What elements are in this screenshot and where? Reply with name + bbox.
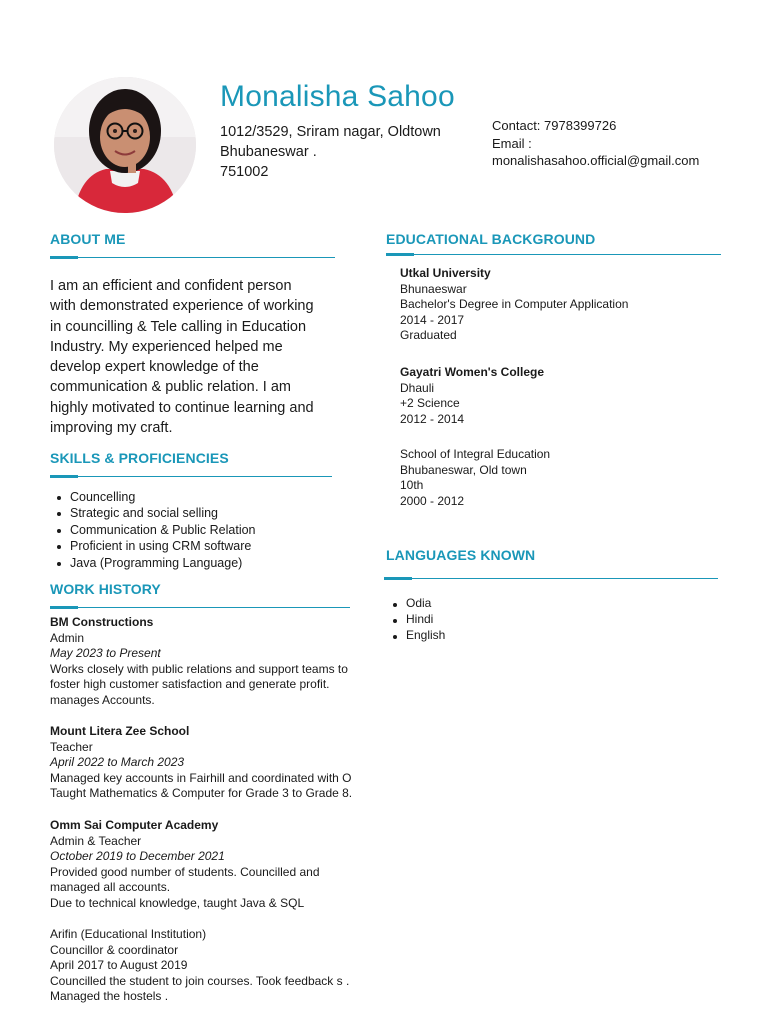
- education-institution: Gayatri Women's College: [400, 365, 545, 379]
- skills-heading: SKILLS & PROFICIENCIES: [50, 450, 229, 466]
- job-entry: [50, 927, 349, 1005]
- job-entry: [50, 724, 352, 802]
- address-line: 751002: [220, 164, 269, 180]
- job-line: Managed key accounts in Fairhill and coordinated with O: [50, 770, 352, 785]
- skill-item: Communication & Public Relation: [50, 522, 256, 538]
- job-line: Managed the hostels .: [50, 989, 169, 1004]
- skill-item: Councelling: [50, 489, 256, 505]
- about-line: develop expert knowledge of the: [50, 359, 259, 376]
- education-entry: [400, 447, 550, 509]
- about-line: improving my craft.: [50, 420, 173, 437]
- profile-photo: [54, 77, 196, 213]
- about-line: with demonstrated experience of working: [50, 298, 314, 315]
- languages-heading: LANGUAGES KNOWN: [386, 547, 536, 563]
- job-dates: April 2017 to August 2019: [50, 958, 188, 973]
- address-line: Bhubaneswar .: [220, 144, 317, 160]
- address: [220, 122, 441, 182]
- language-item: Hindi: [386, 612, 445, 628]
- job-line: managed all accounts.: [50, 880, 171, 895]
- work-divider: [50, 607, 350, 608]
- job-company: BM Constructions: [50, 615, 154, 629]
- job-line: Taught Mathematics & Computer for Grade 3 to Grade 8.: [50, 786, 353, 801]
- about-line: I am an efficient and confident person: [50, 278, 292, 294]
- contact-phone: Contact: 7978399726: [492, 118, 617, 133]
- about-line: highly motivated to continue learning and: [50, 399, 314, 416]
- skill-item: Proficient in using CRM software: [50, 538, 256, 554]
- education-line: Bachelor's Degree in Computer Application: [400, 297, 629, 312]
- job-role: Teacher: [50, 739, 93, 754]
- contact-email-label: Email :: [492, 135, 532, 151]
- job-role: Councillor & coordinator: [50, 942, 179, 957]
- job-line: Provided good number of students. Councilled and: [50, 864, 320, 879]
- skills-list: [50, 489, 256, 571]
- job-dates: April 2022 to March 2023: [50, 755, 185, 770]
- job-line: foster high customer satisfaction and generate profit.: [50, 677, 330, 692]
- about-line: Industry. My experienced helped me: [50, 338, 283, 355]
- education-entry: [400, 266, 628, 344]
- education-line: Bhubaneswar, Old town: [400, 462, 527, 477]
- job-entry: [50, 818, 320, 912]
- job-line: Works closely with public relations and support teams to: [50, 661, 348, 676]
- education-line: 2012 - 2014: [400, 411, 465, 426]
- education-heading: EDUCATIONAL BACKGROUND: [386, 231, 596, 247]
- job-line: manages Accounts.: [50, 692, 155, 707]
- job-role: Admin & Teacher: [50, 833, 142, 848]
- job-dates: October 2019 to December 2021: [50, 849, 225, 864]
- education-institution: Utkal University: [400, 266, 491, 280]
- about-line: communication & public relation. I am: [50, 379, 291, 396]
- skill-item: Strategic and social selling: [50, 505, 256, 521]
- job-company: Arifin (Educational Institution): [50, 927, 207, 941]
- about-line: in councilling & Tele calling in Education: [50, 318, 307, 335]
- education-line: 2000 - 2012: [400, 493, 465, 508]
- about-divider: [50, 257, 335, 258]
- education-line: Bhunaeswar: [400, 281, 467, 296]
- education-institution: School of Integral Education: [400, 447, 551, 461]
- skill-item: Java (Programming Language): [50, 555, 256, 571]
- languages-list: [386, 596, 445, 643]
- contact-info: [492, 117, 699, 170]
- job-dates: May 2023 to Present: [50, 646, 161, 661]
- job-role: Admin: [50, 630, 85, 645]
- education-divider: [386, 254, 721, 255]
- education-line: 10th: [400, 478, 424, 493]
- education-entry: [400, 365, 544, 427]
- candidate-name: Monalisha Sahoo: [220, 80, 455, 113]
- language-item: English: [386, 628, 445, 644]
- education-line: +2 Science: [400, 396, 460, 411]
- about-heading: ABOUT ME: [50, 231, 126, 247]
- job-line: Due to technical knowledge, taught Java & SQL: [50, 895, 305, 910]
- language-item: Odia: [386, 596, 445, 612]
- job-company: Mount Litera Zee School: [50, 724, 190, 738]
- languages-divider: [384, 578, 718, 579]
- contact-email: monalishasahoo.official@gmail.com: [492, 153, 700, 168]
- education-line: Dhauli: [400, 380, 435, 395]
- job-entry: [50, 615, 348, 709]
- about-text: [50, 276, 350, 438]
- job-line: Councilled the student to join courses. Took feedback s .: [50, 973, 350, 988]
- work-heading: WORK HISTORY: [50, 581, 161, 597]
- education-line: 2014 - 2017: [400, 312, 465, 327]
- skills-divider: [50, 476, 332, 477]
- address-line: 1012/3529, Sriram nagar, Oldtown: [220, 124, 441, 140]
- job-company: Omm Sai Computer Academy: [50, 818, 219, 832]
- education-line: Graduated: [400, 328, 457, 343]
